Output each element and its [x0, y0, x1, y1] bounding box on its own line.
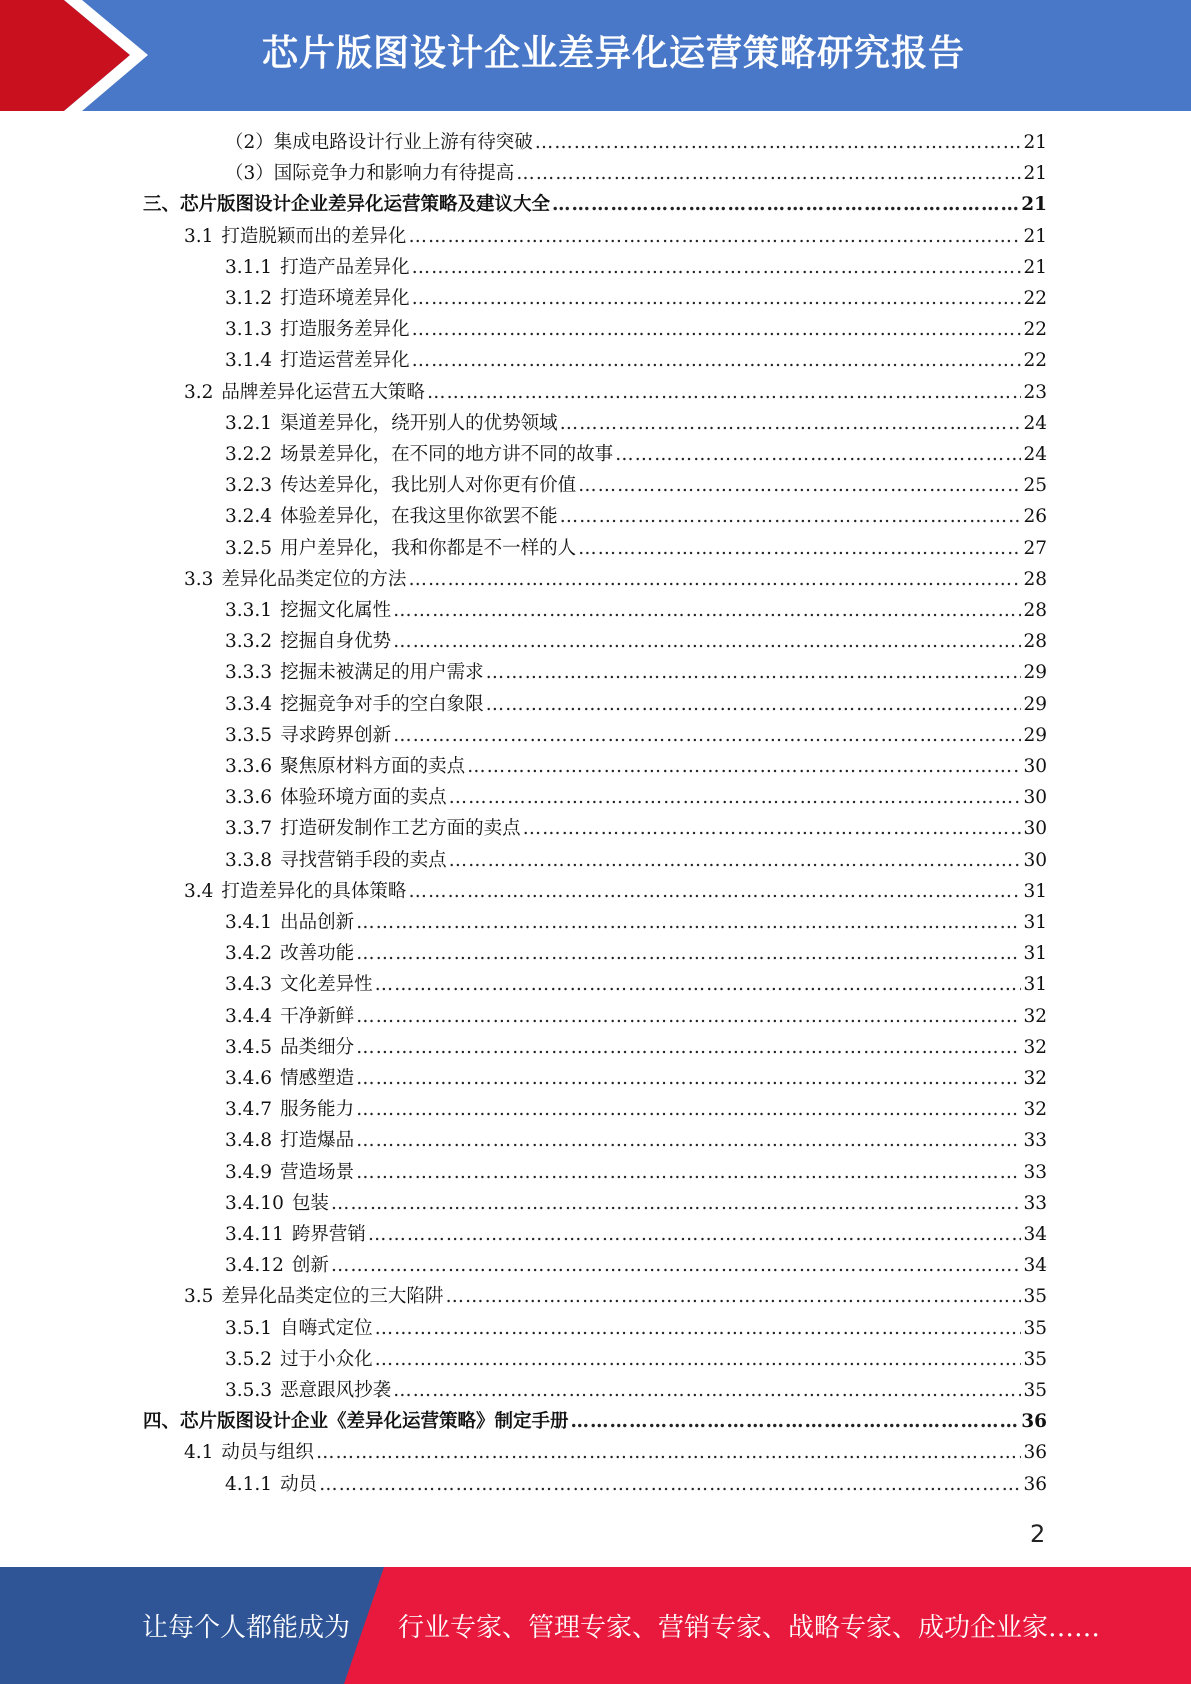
toc-entry-page: 32	[1023, 1036, 1047, 1058]
toc-entry[interactable]	[184, 564, 1047, 595]
toc-dot-leader	[427, 377, 1022, 408]
toc-dot-leader	[449, 782, 1022, 813]
toc-entry-label	[184, 1281, 443, 1312]
toc-entry[interactable]	[225, 1344, 1047, 1375]
toc-entry-label	[225, 1219, 366, 1250]
page-number: 2	[1030, 1520, 1046, 1548]
toc-entry-label	[225, 1344, 373, 1375]
toc-entry-number: 3.2.2	[225, 444, 273, 465]
toc-dot-leader	[331, 1250, 1022, 1281]
toc-dot-leader	[523, 813, 1022, 844]
toc-entry[interactable]	[225, 127, 1047, 158]
toc-entry-page: 36	[1023, 1473, 1047, 1495]
toc-entry-page: 24	[1023, 444, 1047, 465]
toc-entry[interactable]	[184, 876, 1047, 907]
toc-entry-label	[225, 782, 447, 813]
toc-entry-title: 差异化品类定位的方法	[221, 568, 407, 590]
toc-entry-label	[143, 189, 550, 220]
toc-entry-label	[225, 626, 391, 657]
toc-entry-label	[225, 595, 391, 626]
toc-entry-title: 跨界营销	[291, 1224, 366, 1245]
toc-entry-page: 30	[1023, 849, 1047, 871]
toc-entry-title: 打造脱颖而出的差异化	[221, 225, 407, 247]
toc-entry[interactable]	[225, 657, 1047, 688]
toc-entry-number: 3.5	[184, 1286, 214, 1308]
toc-entry-label	[225, 283, 410, 314]
toc-entry-number: 3.3.2	[225, 631, 273, 653]
toc-entry-page: 30	[1023, 818, 1047, 840]
toc-dot-leader	[375, 1344, 1022, 1375]
toc-dot-leader	[449, 845, 1022, 876]
toc-entry-page: 25	[1023, 475, 1047, 497]
toc-dot-leader	[486, 689, 1022, 720]
toc-entry-label	[225, 845, 447, 876]
toc-entry-title: 文化差异性	[280, 974, 373, 996]
toc-entry-page: 33	[1023, 1161, 1047, 1183]
toc-entry-page: 32	[1023, 1005, 1047, 1027]
toc-entry-page: 35	[1023, 1380, 1047, 1401]
toc-entry-title: 品牌差异化运营五大策略	[221, 381, 425, 403]
toc-entry-number: 3.2.3	[225, 475, 273, 497]
toc-entry-number: 3.4.2	[225, 943, 273, 965]
toc-entry-label	[184, 1437, 314, 1468]
toc-entry-label	[225, 314, 410, 345]
toc-entry-title: 聚焦原材料方面的卖点	[280, 756, 466, 777]
toc-entry-number: 3.4.8	[225, 1130, 273, 1152]
toc-entry-number: 3.4.7	[225, 1099, 273, 1121]
toc-entry[interactable]	[225, 252, 1047, 283]
toc-entry[interactable]	[225, 595, 1047, 626]
toc-entry-page: 29	[1023, 693, 1047, 715]
toc-entry-title: 寻求跨界创新	[280, 724, 392, 746]
toc-dot-leader	[375, 1313, 1022, 1344]
toc-entry-number: 3.4.5	[225, 1036, 273, 1058]
toc-dot-leader	[393, 626, 1021, 657]
toc-entry-number: 3.1.4	[225, 350, 273, 372]
footer-slogan-right: 行业专家、管理专家、营销专家、战略专家、成功企业家……	[398, 1613, 1101, 1643]
toc-entry[interactable]	[225, 813, 1047, 844]
toc-entry[interactable]	[225, 626, 1047, 657]
toc-entry-number: 3.3.4	[225, 693, 273, 715]
toc-dot-leader	[578, 533, 1021, 564]
toc-entry-label	[225, 1032, 354, 1063]
toc-dot-leader	[408, 876, 1021, 907]
toc-entry-page: 21	[1023, 256, 1047, 278]
toc-entry[interactable]	[184, 377, 1047, 408]
toc-entry-title: 集成电路设计行业上游有待突破	[273, 132, 533, 153]
toc-entry[interactable]	[143, 189, 1047, 220]
toc-entry-label	[225, 501, 558, 532]
toc-entry[interactable]	[225, 1001, 1047, 1032]
toc-entry-page: 36	[1021, 1411, 1047, 1433]
toc-entry-number: 3.5.3	[225, 1380, 273, 1401]
toc-entry-page: 28	[1023, 631, 1047, 653]
toc-entry-number: 4.1	[184, 1442, 214, 1464]
toc-entry-page: 31	[1023, 880, 1047, 902]
toc-entry-title: 用户差异化，我和你都是不一样的人	[280, 537, 577, 559]
toc-entry-label	[225, 439, 613, 470]
toc-entry-label	[225, 1375, 391, 1406]
toc-entry-number: 3.1.3	[225, 319, 273, 341]
toc-entry-title: 差异化品类定位的三大陷阱	[221, 1286, 444, 1308]
toc-entry-title: 芯片版图设计企业差异化运营策略及建议大全	[180, 194, 551, 216]
toc-dot-leader	[535, 127, 1022, 158]
toc-entry-title: 过于小众化	[280, 1348, 373, 1370]
toc-entry[interactable]	[225, 1094, 1047, 1125]
toc-entry-title: 传达差异化，我比别人对你更有价值	[280, 475, 577, 497]
toc-entry-number: 3.4.4	[225, 1005, 273, 1027]
toc-entry-label	[225, 1469, 317, 1500]
toc-entry[interactable]	[225, 1375, 1047, 1406]
toc-entry-label	[225, 1157, 354, 1188]
toc-entry[interactable]	[225, 1469, 1047, 1500]
toc-dot-leader	[393, 720, 1021, 751]
toc-entry[interactable]	[225, 1157, 1047, 1188]
toc-entry-title: 服务能力	[280, 1099, 355, 1121]
toc-dot-leader	[571, 1406, 1020, 1437]
toc-entry-number: 3.3.3	[225, 662, 273, 684]
toc-entry-title: 动员与组织	[221, 1442, 314, 1464]
toc-entry[interactable]	[225, 969, 1047, 1000]
toc-entry-page: 31	[1023, 974, 1047, 996]
toc-entry[interactable]	[225, 1063, 1047, 1094]
toc-entry-number: （3）	[225, 163, 274, 185]
toc-entry-label	[225, 345, 410, 376]
header-red-arrow	[0, 0, 130, 111]
toc-entry-label	[225, 720, 391, 751]
toc-entry-number: 3.2.1	[225, 412, 273, 434]
toc-entry-number: 3.3.7	[225, 818, 273, 840]
toc-entry-title: 国际竞争力和影响力有待提高	[273, 163, 515, 185]
toc-entry-page: 24	[1023, 412, 1047, 434]
toc-dot-leader	[393, 595, 1021, 626]
toc-entry-label	[143, 1406, 569, 1437]
toc-entry-label	[225, 158, 514, 189]
document-title: 芯片版图设计企业差异化运营策略研究报告	[262, 33, 966, 74]
toc-entry[interactable]	[225, 907, 1047, 938]
toc-entry-title: 出品创新	[280, 912, 355, 933]
toc-entry-label	[225, 751, 465, 782]
toc-entry-number: 3.4.6	[225, 1068, 273, 1089]
toc-entry-number: 3.4	[184, 880, 214, 902]
toc-entry-number: 四、	[143, 1411, 181, 1433]
toc-dot-leader	[356, 1001, 1021, 1032]
toc-entry-label	[184, 221, 406, 252]
toc-entry-label	[184, 564, 406, 595]
toc-entry-number: 3.4.1	[225, 912, 273, 933]
toc-dot-leader	[578, 470, 1021, 501]
toc-entry-title: 芯片版图设计企业《差异化运营策略》制定手册	[180, 1411, 569, 1433]
toc-dot-leader	[486, 657, 1022, 688]
toc-entry-label	[225, 1188, 329, 1219]
toc-dot-leader	[393, 1375, 1021, 1406]
toc-entry[interactable]	[225, 1188, 1047, 1219]
toc-entry-number: 3.5.1	[225, 1317, 273, 1339]
toc-entry-title: 包装	[291, 1192, 329, 1214]
toc-dot-leader	[316, 1437, 1022, 1468]
toc-dot-leader	[356, 1094, 1021, 1125]
toc-dot-leader	[319, 1469, 1021, 1500]
toc-entry-title: 寻找营销手段的卖点	[280, 849, 447, 871]
toc-entry-label	[225, 689, 484, 720]
toc-entry-page: 21	[1023, 132, 1047, 153]
toc-entry-title: 动员	[280, 1473, 318, 1495]
toc-entry-number: 3.3.1	[225, 600, 273, 621]
toc-dot-leader	[445, 1281, 1021, 1312]
toc-entry-title: 打造研发制作工艺方面的卖点	[280, 818, 521, 840]
toc-entry-label	[225, 1313, 373, 1344]
toc-entry-page: 32	[1023, 1068, 1047, 1089]
toc-entry-label	[225, 907, 354, 938]
toc-entry-title: 打造运营差异化	[280, 350, 410, 372]
toc-entry-title: 打造差异化的具体策略	[221, 880, 407, 902]
toc-entry-page: 30	[1023, 756, 1047, 777]
toc-entry-title: 品类细分	[280, 1036, 355, 1058]
toc-entry[interactable]	[225, 689, 1047, 720]
toc-dot-leader	[356, 1125, 1021, 1156]
toc-entry-title: 打造产品差异化	[280, 256, 410, 278]
toc-entry-page: 31	[1023, 912, 1047, 933]
toc-entry-title: 营造场景	[280, 1161, 355, 1183]
toc-entry-number: 3.4.10	[225, 1192, 284, 1214]
toc-entry-label	[225, 470, 576, 501]
toc-entry[interactable]	[225, 533, 1047, 564]
toc-entry-number: 3.3.8	[225, 849, 273, 871]
toc-dot-leader	[412, 283, 1022, 314]
toc-entry-number: 3.4.12	[225, 1255, 284, 1277]
toc-entry-page: 35	[1023, 1348, 1047, 1370]
toc-entry-page: 29	[1023, 724, 1047, 746]
footer-banner	[0, 1567, 1191, 1684]
toc-entry-title: 自嗨式定位	[280, 1317, 373, 1339]
toc-dot-leader	[412, 345, 1022, 376]
toc-entry-title: 恶意跟风抄袭	[280, 1380, 392, 1401]
toc-entry-number: 3.1	[184, 225, 214, 247]
toc-dot-leader	[516, 158, 1021, 189]
toc-entry-number: 3.3.6	[225, 756, 273, 777]
toc-dot-leader	[356, 938, 1021, 969]
toc-dot-leader	[560, 501, 1022, 532]
toc-entry[interactable]	[184, 1281, 1047, 1312]
toc-entry[interactable]	[225, 283, 1047, 314]
toc-entry-title: 渠道差异化，绕开别人的优势领域	[280, 412, 558, 434]
toc-entry-label	[225, 127, 533, 158]
toc-dot-leader	[467, 751, 1021, 782]
toc-dot-leader	[368, 1219, 1022, 1250]
toc-entry-page: 29	[1023, 662, 1047, 684]
toc-entry-label	[225, 657, 484, 688]
toc-entry-number: 3.4.11	[225, 1224, 284, 1245]
toc-entry[interactable]	[225, 1032, 1047, 1063]
toc-dot-leader	[331, 1188, 1022, 1219]
toc-entry[interactable]	[225, 782, 1047, 813]
toc-entry-number: 3.3.6	[225, 787, 273, 809]
toc-dot-leader	[560, 408, 1022, 439]
toc-entry[interactable]	[225, 845, 1047, 876]
toc-entry-page: 36	[1023, 1442, 1047, 1464]
toc-dot-leader	[408, 221, 1021, 252]
toc-entry-page: 21	[1021, 194, 1047, 216]
toc-entry-number: （2）	[225, 132, 274, 153]
footer-slogan-left: 让每个人都能成为	[142, 1613, 351, 1643]
toc-entry-page: 31	[1023, 943, 1047, 965]
toc-entry-page: 22	[1023, 319, 1047, 341]
toc-entry-title: 场景差异化，在不同的地方讲不同的故事	[280, 444, 614, 465]
toc-entry-title: 体验差异化，在我这里你欲罢不能	[280, 506, 558, 528]
toc-entry[interactable]	[225, 439, 1047, 470]
toc-entry-label	[225, 533, 576, 564]
toc-entry-label	[184, 876, 406, 907]
toc-entry-number: 3.1.1	[225, 256, 273, 278]
toc-entry-page: 35	[1023, 1317, 1047, 1339]
toc-entry-number: 3.1.2	[225, 288, 273, 309]
toc-entry-title: 干净新鲜	[280, 1005, 355, 1027]
toc-entry-page: 23	[1023, 381, 1047, 403]
toc-entry-number: 3.3.5	[225, 724, 273, 746]
toc-entry-label	[225, 1125, 354, 1156]
toc-entry-title: 打造服务差异化	[280, 319, 410, 341]
toc-entry[interactable]	[225, 1219, 1047, 1250]
toc-entry-page: 34	[1023, 1224, 1047, 1245]
toc-dot-leader	[412, 252, 1022, 283]
toc-entry[interactable]	[225, 1250, 1047, 1281]
toc-entry-number: 3.4.9	[225, 1161, 273, 1183]
toc-entry[interactable]	[225, 751, 1047, 782]
toc-entry-label	[225, 969, 373, 1000]
toc-entry-title: 挖掘未被满足的用户需求	[280, 662, 484, 684]
toc-entry-page: 30	[1023, 787, 1047, 809]
toc-entry-label	[225, 813, 521, 844]
toc-dot-leader	[356, 1032, 1021, 1063]
toc-entry-title: 打造环境差异化	[280, 288, 410, 309]
toc-entry-page: 26	[1023, 506, 1047, 528]
toc-dot-leader	[375, 969, 1022, 1000]
toc-entry-page: 35	[1023, 1286, 1047, 1308]
toc-entry-title: 改善功能	[280, 943, 355, 965]
toc-entry-page: 22	[1023, 288, 1047, 309]
toc-entry-title: 情感塑造	[280, 1068, 355, 1089]
toc-entry[interactable]	[225, 470, 1047, 501]
toc-dot-leader	[356, 907, 1021, 938]
toc-entry[interactable]	[225, 1125, 1047, 1156]
toc-entry-label	[184, 377, 425, 408]
toc-entry[interactable]	[225, 1313, 1047, 1344]
toc-dot-leader	[356, 1157, 1021, 1188]
toc-entry[interactable]	[225, 938, 1047, 969]
toc-entry-title: 创新	[291, 1255, 329, 1277]
toc-entry-page: 33	[1023, 1130, 1047, 1152]
toc-entry[interactable]	[225, 408, 1047, 439]
toc-entry-page: 32	[1023, 1099, 1047, 1121]
toc-entry-number: 3.4.3	[225, 974, 273, 996]
toc-entry-number: 3.5.2	[225, 1348, 273, 1370]
toc-entry-label	[225, 1001, 354, 1032]
toc-dot-leader	[552, 189, 1019, 220]
toc-entry[interactable]	[225, 158, 1047, 189]
toc-dot-leader	[356, 1063, 1021, 1094]
toc-dot-leader	[615, 439, 1021, 470]
toc-entry-page: 28	[1023, 600, 1047, 621]
toc-entry-number: 3.3	[184, 568, 214, 590]
toc-entry-number: 3.2	[184, 381, 214, 403]
toc-entry[interactable]	[225, 720, 1047, 751]
toc-entry-page: 34	[1023, 1255, 1047, 1277]
toc-entry-label	[225, 1094, 354, 1125]
toc-entry-label	[225, 938, 354, 969]
toc-entry-page: 21	[1023, 225, 1047, 247]
toc-entry-label	[225, 408, 558, 439]
toc-entry[interactable]	[225, 501, 1047, 532]
toc-entry-number: 3.2.5	[225, 537, 273, 559]
toc-entry[interactable]	[184, 1437, 1047, 1468]
toc-entry[interactable]	[225, 345, 1047, 376]
toc-entry-title: 挖掘文化属性	[280, 600, 392, 621]
toc-entry-title: 挖掘自身优势	[280, 631, 392, 653]
toc-entry-title: 体验环境方面的卖点	[280, 787, 447, 809]
toc-entry-number: 3.2.4	[225, 506, 273, 528]
toc-entry[interactable]	[184, 221, 1047, 252]
toc-entry-page: 27	[1023, 537, 1047, 559]
toc-entry-page: 33	[1023, 1192, 1047, 1214]
toc-entry-number: 4.1.1	[225, 1473, 273, 1495]
header-banner	[0, 0, 1191, 111]
toc-entry-page: 22	[1023, 350, 1047, 372]
toc-entry-title: 打造爆品	[280, 1130, 355, 1152]
toc-dot-leader	[412, 314, 1022, 345]
toc-entry-page: 28	[1023, 568, 1047, 590]
toc-entry[interactable]	[225, 314, 1047, 345]
toc-entry-label	[225, 252, 410, 283]
toc-entry-title: 挖掘竞争对手的空白象限	[280, 693, 484, 715]
toc-dot-leader	[408, 564, 1021, 595]
toc-entry[interactable]	[143, 1406, 1047, 1437]
toc-entry-label	[225, 1063, 354, 1094]
toc-entry-number: 三、	[143, 194, 181, 216]
toc-entry-label	[225, 1250, 329, 1281]
toc-entry-page: 21	[1023, 163, 1047, 185]
